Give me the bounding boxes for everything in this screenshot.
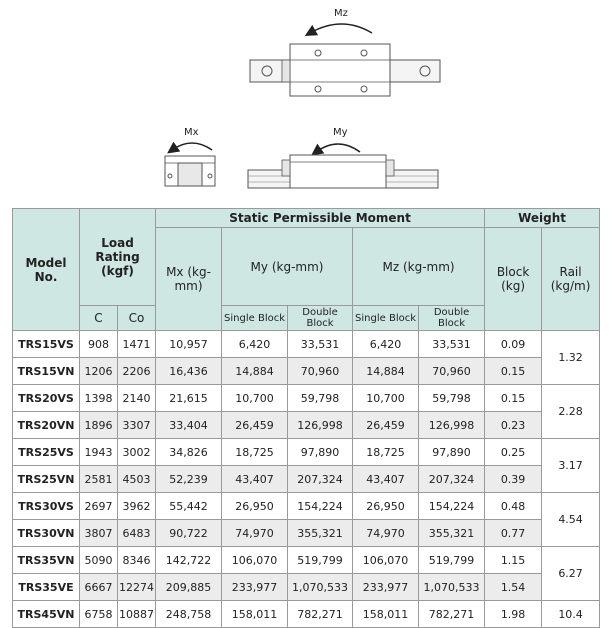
c-cell: 6667 bbox=[80, 574, 118, 601]
block-cell: 0.15 bbox=[485, 358, 542, 385]
my-single-cell: 10,700 bbox=[222, 385, 288, 412]
my-double-cell: 782,271 bbox=[288, 601, 353, 628]
co-cell: 3002 bbox=[118, 439, 156, 466]
my-single-cell: 233,977 bbox=[222, 574, 288, 601]
co-cell: 3307 bbox=[118, 412, 156, 439]
model-cell: TRS20VS bbox=[13, 385, 80, 412]
table-row bbox=[13, 466, 600, 493]
mz-double-cell: 33,531 bbox=[419, 331, 485, 358]
side-view-diagram bbox=[248, 127, 438, 188]
block-cell: 0.39 bbox=[485, 466, 542, 493]
header-static-moment: Static Permissible Moment bbox=[156, 209, 485, 228]
c-cell: 1206 bbox=[80, 358, 118, 385]
block-cell: 0.25 bbox=[485, 439, 542, 466]
block-cell: 1.98 bbox=[485, 601, 542, 628]
mz-label: Mz bbox=[334, 8, 348, 19]
table-row bbox=[13, 520, 600, 547]
header-mz: Mz (kg-mm) bbox=[353, 228, 485, 306]
mx-cell: 34,826 bbox=[156, 439, 222, 466]
top-view-diagram bbox=[250, 8, 440, 96]
table-row bbox=[13, 358, 600, 385]
co-cell: 6483 bbox=[118, 520, 156, 547]
mz-single-cell: 26,950 bbox=[353, 493, 419, 520]
rail-cell: 2.28 bbox=[542, 385, 600, 439]
my-label: My bbox=[333, 127, 348, 138]
co-cell: 8346 bbox=[118, 547, 156, 574]
mx-cell: 55,442 bbox=[156, 493, 222, 520]
block-cell: 0.77 bbox=[485, 520, 542, 547]
mz-double-cell: 59,798 bbox=[419, 385, 485, 412]
header-mz-single: Single Block bbox=[353, 306, 419, 331]
my-double-cell: 207,324 bbox=[288, 466, 353, 493]
my-double-cell: 70,960 bbox=[288, 358, 353, 385]
mz-single-cell: 6,420 bbox=[353, 331, 419, 358]
my-double-cell: 33,531 bbox=[288, 331, 353, 358]
co-cell: 10887 bbox=[118, 601, 156, 628]
block-cell: 0.23 bbox=[485, 412, 542, 439]
model-cell: TRS35VN bbox=[13, 547, 80, 574]
table-row bbox=[13, 547, 600, 574]
mx-cell: 248,758 bbox=[156, 601, 222, 628]
my-double-cell: 126,998 bbox=[288, 412, 353, 439]
my-arrow bbox=[316, 144, 360, 152]
my-single-cell: 18,725 bbox=[222, 439, 288, 466]
mz-double-cell: 519,799 bbox=[419, 547, 485, 574]
my-single-cell: 14,884 bbox=[222, 358, 288, 385]
my-double-cell: 59,798 bbox=[288, 385, 353, 412]
c-cell: 3807 bbox=[80, 520, 118, 547]
header-my-double: Double Block bbox=[288, 306, 353, 331]
model-cell: TRS25VN bbox=[13, 466, 80, 493]
table-row bbox=[13, 412, 600, 439]
c-cell: 2697 bbox=[80, 493, 118, 520]
block-cell: 1.54 bbox=[485, 574, 542, 601]
header-model: Model No. bbox=[13, 209, 80, 331]
mz-single-cell: 14,884 bbox=[353, 358, 419, 385]
header-my: My (kg-mm) bbox=[222, 228, 353, 306]
model-cell: TRS25VS bbox=[13, 439, 80, 466]
rail-cell: 3.17 bbox=[542, 439, 600, 493]
my-double-cell: 355,321 bbox=[288, 520, 353, 547]
rail-cell: 4.54 bbox=[542, 493, 600, 547]
rail-cell: 6.27 bbox=[542, 547, 600, 601]
mz-double-cell: 97,890 bbox=[419, 439, 485, 466]
mz-double-cell: 1,070,533 bbox=[419, 574, 485, 601]
header-rail-weight: Rail (kg/m) bbox=[542, 228, 600, 331]
block-top bbox=[290, 44, 390, 96]
my-double-cell: 519,799 bbox=[288, 547, 353, 574]
co-cell: 1471 bbox=[118, 331, 156, 358]
block-cell: 0.09 bbox=[485, 331, 542, 358]
mz-double-cell: 126,998 bbox=[419, 412, 485, 439]
mx-cell: 10,957 bbox=[156, 331, 222, 358]
mx-cell: 90,722 bbox=[156, 520, 222, 547]
table-row bbox=[13, 385, 600, 412]
co-cell: 3962 bbox=[118, 493, 156, 520]
mz-double-cell: 207,324 bbox=[419, 466, 485, 493]
my-single-cell: 26,950 bbox=[222, 493, 288, 520]
co-cell: 4503 bbox=[118, 466, 156, 493]
moment-diagrams bbox=[0, 0, 610, 205]
header-my-single: Single Block bbox=[222, 306, 288, 331]
mz-arrow bbox=[310, 24, 372, 33]
c-cell: 2581 bbox=[80, 466, 118, 493]
table-row bbox=[13, 331, 600, 358]
header-load-rating: Load Rating (kgf) bbox=[80, 209, 156, 306]
c-cell: 1398 bbox=[80, 385, 118, 412]
mz-single-cell: 158,011 bbox=[353, 601, 419, 628]
mz-single-cell: 26,459 bbox=[353, 412, 419, 439]
mx-cell: 16,436 bbox=[156, 358, 222, 385]
c-cell: 908 bbox=[80, 331, 118, 358]
my-single-cell: 158,011 bbox=[222, 601, 288, 628]
c-cell: 5090 bbox=[80, 547, 118, 574]
model-cell: TRS20VN bbox=[13, 412, 80, 439]
model-cell: TRS15VS bbox=[13, 331, 80, 358]
mx-cell: 21,615 bbox=[156, 385, 222, 412]
my-single-cell: 6,420 bbox=[222, 331, 288, 358]
co-cell: 12274 bbox=[118, 574, 156, 601]
model-cell: TRS15VN bbox=[13, 358, 80, 385]
mz-double-cell: 70,960 bbox=[419, 358, 485, 385]
model-cell: TRS30VS bbox=[13, 493, 80, 520]
front-view-diagram bbox=[165, 127, 215, 186]
block-cell: 1.15 bbox=[485, 547, 542, 574]
mx-label: Mx bbox=[184, 127, 199, 138]
table-row bbox=[13, 439, 600, 466]
mz-single-cell: 10,700 bbox=[353, 385, 419, 412]
mx-cell: 142,722 bbox=[156, 547, 222, 574]
my-double-cell: 97,890 bbox=[288, 439, 353, 466]
header-mx-label: Mx (kg-mm) bbox=[166, 265, 211, 293]
my-single-cell: 26,459 bbox=[222, 412, 288, 439]
table-row bbox=[13, 601, 600, 628]
rail-cell: 10.4 bbox=[542, 601, 600, 628]
mx-cell: 33,404 bbox=[156, 412, 222, 439]
block-cell: 0.15 bbox=[485, 385, 542, 412]
mz-single-cell: 43,407 bbox=[353, 466, 419, 493]
mz-single-cell: 106,070 bbox=[353, 547, 419, 574]
mz-single-cell: 233,977 bbox=[353, 574, 419, 601]
header-mx bbox=[156, 228, 222, 331]
model-cell: TRS45VN bbox=[13, 601, 80, 628]
header-co: Co bbox=[118, 306, 156, 331]
mz-single-cell: 74,970 bbox=[353, 520, 419, 547]
my-single-cell: 74,970 bbox=[222, 520, 288, 547]
model-cell: TRS35VE bbox=[13, 574, 80, 601]
model-cell: TRS30VN bbox=[13, 520, 80, 547]
mx-cell: 209,885 bbox=[156, 574, 222, 601]
mz-double-cell: 154,224 bbox=[419, 493, 485, 520]
mz-single-cell: 18,725 bbox=[353, 439, 419, 466]
specification-table bbox=[12, 208, 600, 628]
header-c: C bbox=[80, 306, 118, 331]
c-cell: 1896 bbox=[80, 412, 118, 439]
mx-cell: 52,239 bbox=[156, 466, 222, 493]
co-cell: 2140 bbox=[118, 385, 156, 412]
my-single-cell: 106,070 bbox=[222, 547, 288, 574]
my-double-cell: 1,070,533 bbox=[288, 574, 353, 601]
c-cell: 6758 bbox=[80, 601, 118, 628]
table-row bbox=[13, 574, 600, 601]
my-single-cell: 43,407 bbox=[222, 466, 288, 493]
header-mz-double: Double Block bbox=[419, 306, 485, 331]
co-cell: 2206 bbox=[118, 358, 156, 385]
mz-double-cell: 355,321 bbox=[419, 520, 485, 547]
header-block-weight: Block (kg) bbox=[485, 228, 542, 331]
header-weight: Weight bbox=[485, 209, 600, 228]
block-cell: 0.48 bbox=[485, 493, 542, 520]
mz-double-cell: 782,271 bbox=[419, 601, 485, 628]
my-double-cell: 154,224 bbox=[288, 493, 353, 520]
mx-arrow bbox=[172, 143, 212, 150]
c-cell: 1943 bbox=[80, 439, 118, 466]
table-row bbox=[13, 493, 600, 520]
rail-cell: 1.32 bbox=[542, 331, 600, 385]
